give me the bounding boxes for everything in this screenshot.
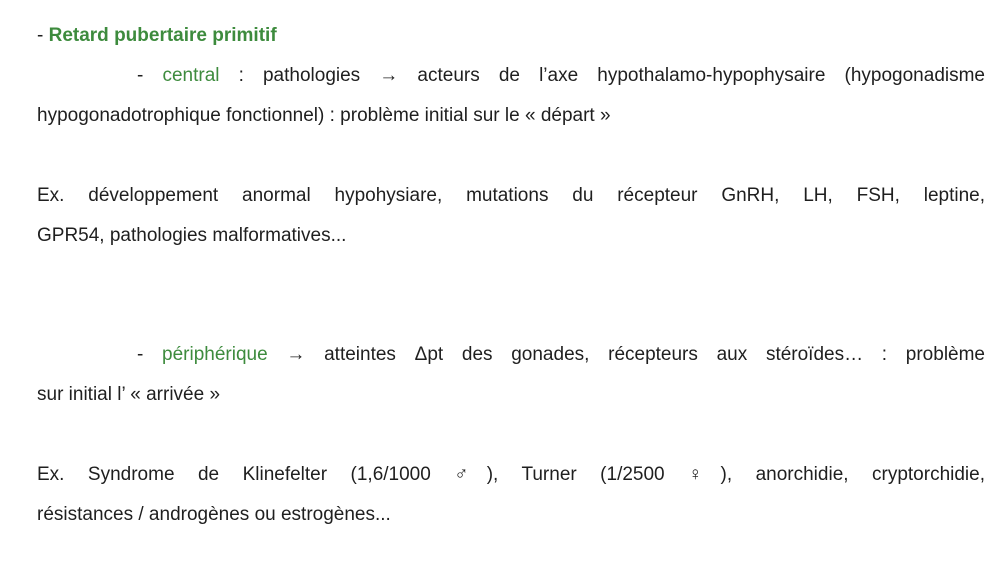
central-example-line-2: GPR54, pathologies malformatives... xyxy=(37,225,347,246)
peripherique-label: périphérique xyxy=(162,344,268,365)
central-example-line-1: Ex. développement anormal hypohysiare, mutations du récepteur GnRH, LH, FSH, leptine, xyxy=(37,185,985,206)
peripherique-dash: - xyxy=(137,344,163,365)
peripherique-example-line-2: résistances / androgènes ou estrogènes... xyxy=(37,504,391,525)
peripherique-line-1 xyxy=(37,343,985,367)
central-description: : pathologies → acteurs de l’axe hypothalamo-hypophysaire (hypogonadisme xyxy=(219,65,985,86)
heading-title: Retard pubertaire primitif xyxy=(48,25,277,46)
heading-dash: - xyxy=(37,25,49,46)
peripherique-line-2: sur initial l’ « arrivée » xyxy=(37,384,221,405)
section-heading xyxy=(37,24,277,48)
peripherique-description: → atteintes Δpt des gonades, récepteurs aux stéroïdes… : problème xyxy=(267,344,985,365)
central-line-1 xyxy=(37,64,985,88)
central-line-2: hypogonadotrophique fonctionnel) : problème initial sur le « départ » xyxy=(37,105,611,126)
peripherique-example-line-1: Ex. Syndrome de Klinefelter (1,6/1000 ♂), Turner (1/2500 ♀), anorchidie, cryptorchidie, xyxy=(37,464,985,485)
central-dash: - xyxy=(137,65,163,86)
central-label: central xyxy=(162,65,220,86)
